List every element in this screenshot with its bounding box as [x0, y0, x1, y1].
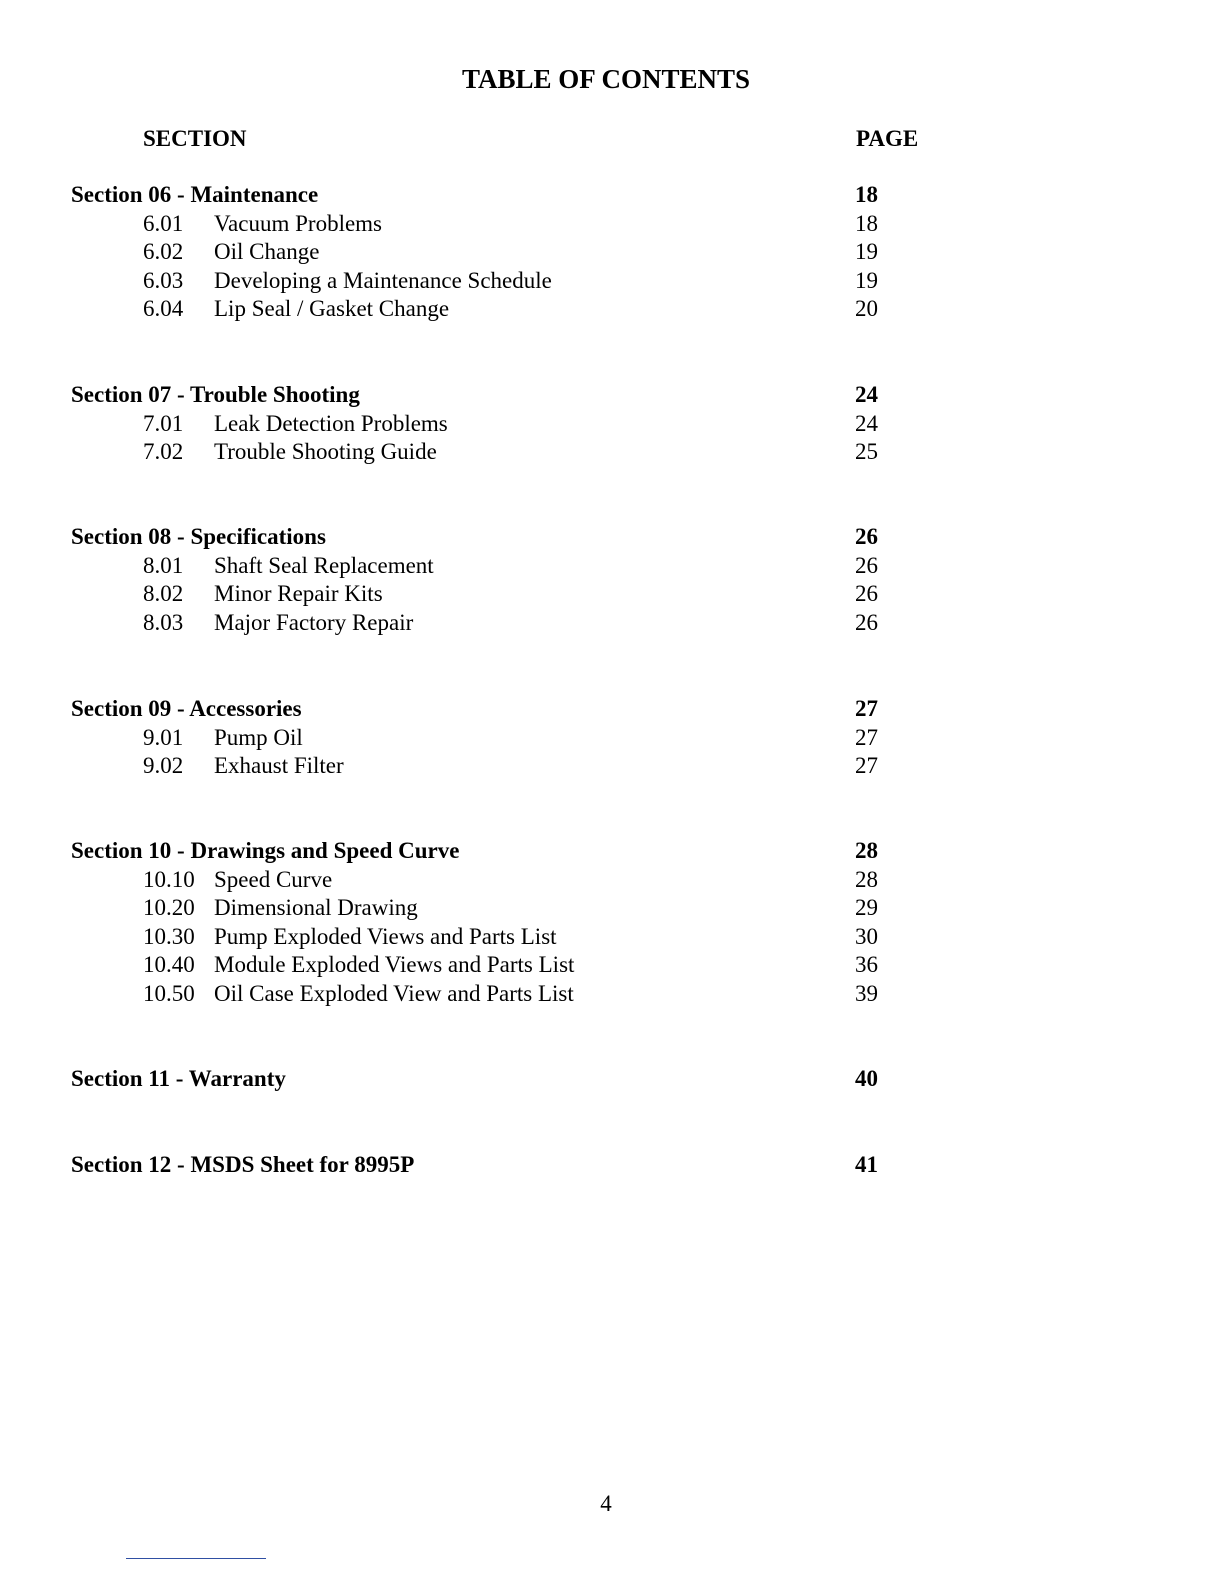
entry-label: Dimensional Drawing: [214, 895, 418, 921]
toc-section-11: [0, 1065, 1224, 1094]
entry-label: Pump Oil: [214, 724, 303, 750]
toc-entry[interactable]: [0, 980, 1224, 1009]
toc-section-10: [0, 837, 1224, 1009]
entry-label: Oil Change: [214, 239, 320, 265]
entry-page: 39: [855, 980, 878, 1006]
section-page: 28: [855, 838, 878, 863]
entry-page: 19: [855, 239, 878, 265]
entry-page: 18: [855, 210, 878, 236]
entry-number: 10.10: [143, 866, 195, 892]
entry-page: 28: [855, 866, 878, 892]
toc-entry[interactable]: [0, 210, 1224, 239]
toc-section-heading[interactable]: [0, 381, 1224, 410]
toc-section-heading[interactable]: [0, 695, 1224, 724]
section-title: Section 10 - Drawings and Speed Curve: [71, 838, 460, 863]
entry-page: 19: [855, 267, 878, 293]
entry-number: 7.01: [143, 410, 184, 436]
toc-section-07: [0, 381, 1224, 467]
entry-number: 8.03: [143, 609, 184, 635]
toc-section-12: [0, 1151, 1224, 1180]
entry-page: 30: [855, 923, 878, 949]
entry-number: 8.02: [143, 581, 184, 607]
section-title: Section 06 - Maintenance: [71, 182, 319, 207]
toc-section-09: [0, 695, 1224, 781]
entry-label: Trouble Shooting Guide: [214, 439, 437, 465]
entry-number: 10.50: [143, 980, 195, 1006]
toc-entry[interactable]: [0, 580, 1224, 609]
entry-label: Minor Repair Kits: [214, 581, 383, 607]
entry-number: 9.01: [143, 724, 184, 750]
toc-entry[interactable]: [0, 609, 1224, 638]
entry-label: Vacuum Problems: [214, 210, 383, 236]
section-title: Section 07 - Trouble Shooting: [71, 382, 360, 407]
entry-page: 27: [855, 724, 878, 750]
entry-label: Pump Exploded Views and Parts List: [214, 923, 557, 949]
footer-rule: [126, 1558, 266, 1559]
toc-entry[interactable]: [0, 894, 1224, 923]
entry-number: 6.02: [143, 239, 184, 265]
toc-entry[interactable]: [0, 238, 1224, 267]
toc-section-08: [0, 523, 1224, 637]
entry-page: 26: [855, 609, 878, 635]
toc-entry[interactable]: [0, 410, 1224, 439]
entry-label: Shaft Seal Replacement: [214, 552, 434, 578]
entry-number: 10.30: [143, 923, 195, 949]
entry-label: Oil Case Exploded View and Parts List: [214, 980, 574, 1006]
toc-section-heading[interactable]: [0, 181, 1224, 210]
section-title: Section 09 - Accessories: [71, 696, 302, 721]
toc-section-heading[interactable]: [0, 523, 1224, 552]
page-column-header: PAGE: [856, 126, 919, 151]
entry-page: 24: [855, 410, 878, 436]
entry-label: Exhaust Filter: [214, 753, 344, 779]
section-page: 26: [855, 524, 878, 549]
section-column-header: SECTION: [143, 126, 247, 151]
toc-entry[interactable]: [0, 724, 1224, 753]
section-title: Section 12 - MSDS Sheet for 8995P: [71, 1152, 415, 1177]
toc-section-heading[interactable]: [0, 1151, 1224, 1180]
entry-number: 9.02: [143, 753, 184, 779]
toc-entry[interactable]: [0, 267, 1224, 296]
section-title: Section 08 - Specifications: [71, 524, 326, 549]
entry-number: 10.20: [143, 895, 195, 921]
section-page: 40: [855, 1066, 878, 1091]
entry-number: 6.01: [143, 210, 184, 236]
entry-page: 26: [855, 552, 878, 578]
entry-label: Lip Seal / Gasket Change: [214, 296, 450, 322]
toc-entry[interactable]: [0, 438, 1224, 467]
entry-label: Developing a Maintenance Schedule: [214, 267, 552, 293]
page-title: TABLE OF CONTENTS: [461, 64, 751, 94]
toc-section-heading[interactable]: [0, 837, 1224, 866]
entry-page: 20: [855, 296, 878, 322]
entry-number: 10.40: [143, 952, 195, 978]
page-number: 4: [600, 1491, 612, 1516]
section-page: 24: [855, 382, 878, 407]
entry-number: 8.01: [143, 552, 184, 578]
entry-page: 36: [855, 952, 878, 978]
entry-number: 6.04: [143, 296, 184, 322]
section-title: Section 11 - Warranty: [71, 1066, 286, 1091]
section-page: 41: [855, 1152, 878, 1177]
entry-label: Module Exploded Views and Parts List: [214, 952, 575, 978]
entry-number: 7.02: [143, 439, 184, 465]
toc-entry[interactable]: [0, 923, 1224, 952]
section-page: 18: [855, 182, 878, 207]
toc-entry[interactable]: [0, 752, 1224, 781]
entry-page: 27: [855, 753, 878, 779]
entry-label: Speed Curve: [214, 866, 333, 892]
entry-page: 29: [855, 895, 878, 921]
entry-page: 25: [855, 439, 878, 465]
entry-page: 26: [855, 581, 878, 607]
entry-label: Leak Detection Problems: [214, 410, 448, 436]
section-page: 27: [855, 696, 878, 721]
entry-number: 6.03: [143, 267, 184, 293]
toc-entry[interactable]: [0, 552, 1224, 581]
toc-entry[interactable]: [0, 295, 1224, 324]
toc-entry[interactable]: [0, 866, 1224, 895]
toc-section-06: [0, 181, 1224, 324]
toc-entry[interactable]: [0, 951, 1224, 980]
toc-section-heading[interactable]: [0, 1065, 1224, 1094]
entry-label: Major Factory Repair: [214, 609, 414, 635]
